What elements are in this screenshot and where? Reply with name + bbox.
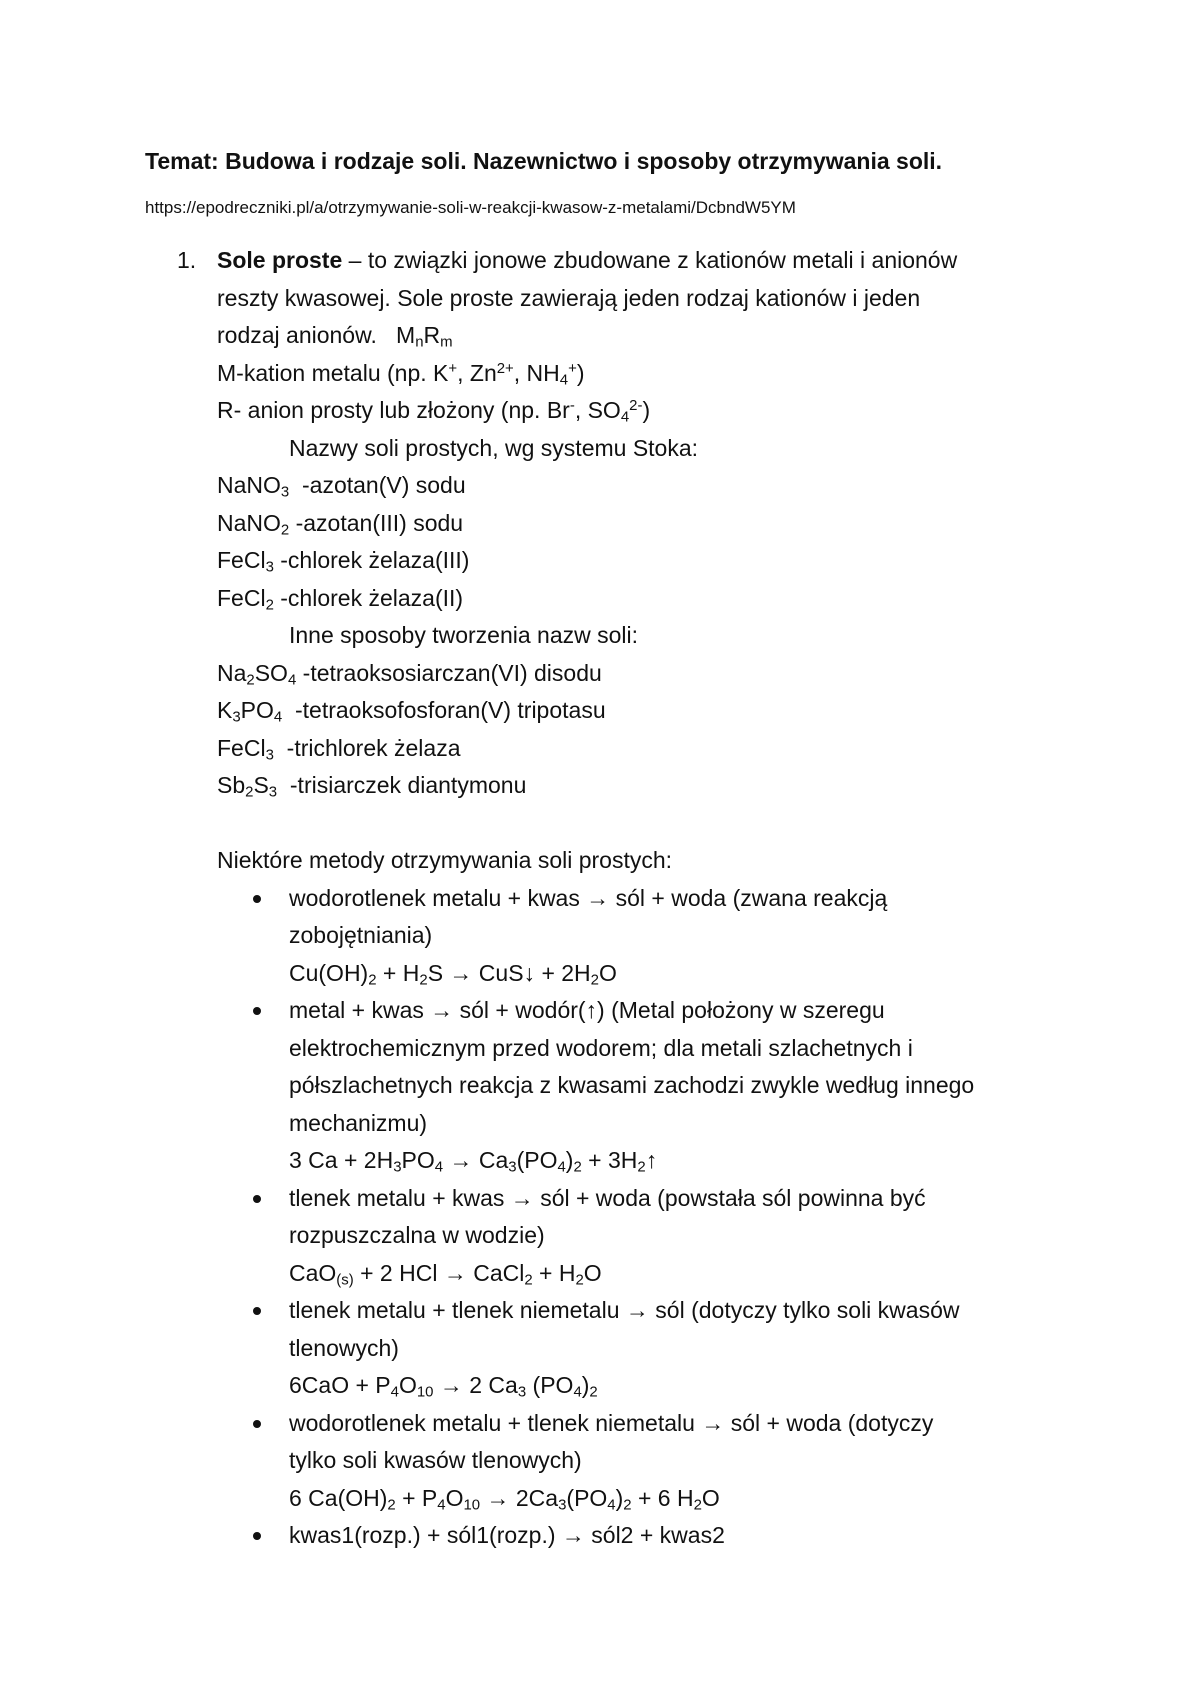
salt-name-line: $Na_2SO_4$ -tetraoksosiarczan(VI) disodu bbox=[217, 659, 602, 689]
bullet-icon bbox=[253, 1307, 261, 1315]
anion-line: R- anion prosty lub złożony (np. Br-, $SO_4^{2-}$) bbox=[217, 396, 651, 426]
bullet-icon bbox=[253, 1420, 261, 1428]
reaction-equation: $Cu(OH)_2 + H_2S$ → CuS↓ + $2H_2O$ bbox=[289, 959, 617, 989]
methods-heading: Niektóre metody otrzymywania soli prostych: bbox=[217, 847, 673, 873]
method-item: wodorotlenek metalu + kwas → sól + woda (zwana reakcją zobojętniania) $Cu(OH)_2 + H_2S$ → CuS↓ + $2H_2O$ bbox=[145, 880, 1105, 993]
method-item: tlenek metalu + tlenek niemetalu → sól (dotyczy tylko soli kwasów tlenowych) $6CaO + P_4O_{10} \to 2$ $Ca_3$ $(PO_4)_2$ bbox=[145, 1292, 1105, 1405]
reaction-equation: $6CaO + P_4O_{10} \to 2$ $Ca_3$ $(PO_4)_2$ bbox=[289, 1372, 598, 1401]
reaction-equation: 3 $Ca + 2H_3PO_4 \to Ca_3(PO_4)_2$ + $3H_2↑$ bbox=[289, 1147, 658, 1176]
spacer bbox=[145, 805, 1105, 843]
method-item: tlenek metalu + kwas → sól + woda (powstała sól powinna być rozpuszczalna w wodzie) CaO$_{(s)}$ + 2 HCl → CaCl$_2$ + $H_2O$ bbox=[145, 1180, 1105, 1293]
bullet-icon bbox=[253, 1195, 261, 1203]
bullet-icon bbox=[253, 1532, 261, 1540]
list-item-sole-proste bbox=[145, 242, 1105, 280]
general-formula: $M_nR_m$ bbox=[396, 322, 453, 351]
stock-heading: Nazwy soli prostych, wg systemu Stoka: bbox=[289, 434, 699, 461]
reaction-equation: CaO$_{(s)}$ + 2 HCl → CaCl$_2$ + $H_2O$ bbox=[289, 1259, 602, 1289]
salt-name-line: FeCl$_3$ -chlorek żelaza(III) bbox=[217, 547, 470, 576]
salt-name-line: FeCl$_3$ -trichlorek żelaza bbox=[217, 734, 461, 764]
definition-line: rodzaj anionów. $M_nR_m$ bbox=[217, 322, 453, 351]
cation-line: M-kation metalu (np. K+, $Zn^{2+}$, $NH_4^+$) bbox=[217, 359, 585, 389]
method-item: kwas1(rozp.) + sól1(rozp.) → sól2 + kwas2 bbox=[145, 1517, 1105, 1555]
definition-text: – to związki jonowe zbudowane z kationów metali i anionów bbox=[342, 247, 958, 273]
page-title: Temat: Budowa i rodzaje soli. Nazewnictwo i sposoby otrzymywania soli. bbox=[145, 148, 943, 174]
salt-name-line: $Sb_2S_3$ -trisiarczek diantymonu bbox=[217, 772, 527, 801]
definition-line: reszty kwasowej. Sole proste zawierają jeden rodzaj kationów i jeden bbox=[217, 284, 921, 311]
method-item: metal + kwas → sól + wodór(↑) (Metal położony w szeregu elektrochemicznym przed wodorem; dla metali szlachetnych i półszlachetnych reakcja z kwasami zachodzi zwykle według innego mechanizmu) 3 $Ca + 2H_3PO_4 \to Ca_3(PO_4)_2$ + $3H_2↑$ bbox=[145, 992, 1105, 1180]
list-number: 1. bbox=[177, 247, 197, 273]
reaction-equation: 6 $Ca(OH)_2 + P_4O_{10} \to 2Ca_3(PO_4)_2 + 6$ $H_2O$ bbox=[289, 1484, 720, 1514]
document-body bbox=[145, 242, 1105, 1555]
salt-name-line: $K_3PO_4$ -tetraoksofosforan(V) tripotasu bbox=[217, 697, 606, 726]
method-item: wodorotlenek metalu + tlenek niemetalu → sól + woda (dotyczy tylko soli kwasów tlenowych) 6 $Ca(OH)_2 + P_4O_{10} \to 2Ca_3(PO_4)_2 + 6$ $H_2O$ bbox=[145, 1405, 1105, 1518]
other-naming-heading: Inne sposoby tworzenia nazw soli: bbox=[289, 622, 639, 648]
salt-name-line: NaNO$_2$ -azotan(III) sodu bbox=[217, 509, 464, 539]
source-link[interactable]: https://epodreczniki.pl/a/otrzymywanie-soli-w-reakcji-kwasow-z-metalami/DcbndW5YM bbox=[145, 198, 796, 217]
term-sole-proste: Sole proste bbox=[217, 247, 343, 273]
salt-name-line: FeCl$_2$ -chlorek żelaza(II) bbox=[217, 584, 464, 614]
bullet-icon bbox=[253, 1007, 261, 1015]
salt-name-line: NaNO$_3$ -azotan(V) sodu bbox=[217, 472, 466, 501]
bullet-icon bbox=[253, 895, 261, 903]
